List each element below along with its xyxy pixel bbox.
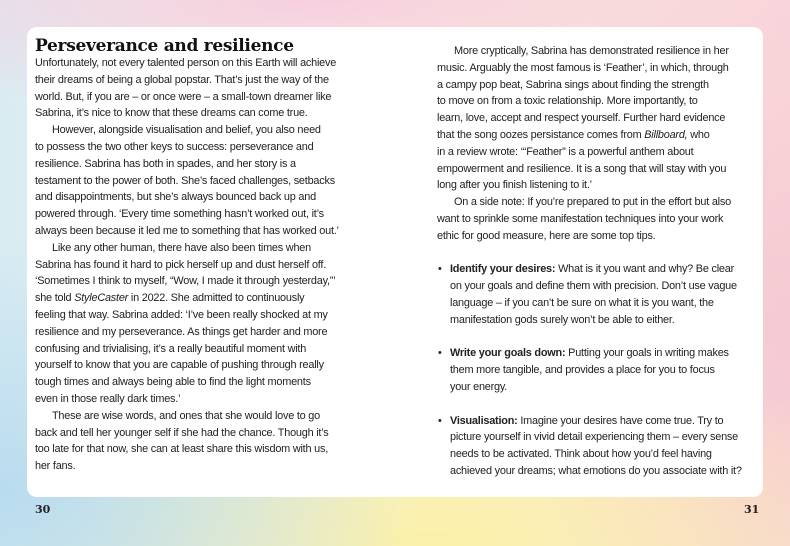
publication-name: StyleCaster <box>74 292 129 305</box>
text-line: manifestation gods surely won’t be able to either. <box>450 313 675 326</box>
paragraph <box>35 55 385 122</box>
paragraph <box>35 122 385 240</box>
text-segment: Putting your goals in writing makes <box>565 347 729 360</box>
bullet-heading: Write your goals down: <box>450 347 566 360</box>
text-line: More cryptically, Sabrina has demonstrated resilience in her <box>454 45 729 57</box>
text-line: yourself to know that you are capable of pushing through really <box>35 359 324 372</box>
text-line: a campy pop beat, Sabrina sings about finding the strength <box>437 78 709 91</box>
text-line: achieved your dreams; what emotions do you associate with it? <box>450 464 742 477</box>
text-line: back and tell her younger self if she had the chance. Though it’s <box>35 426 329 439</box>
text-line: Sabrina, it’s nice to know that these dreams can come true. <box>35 107 308 120</box>
text-line: ‘Sometimes I think to myself, “Wow, I made it through yesterday,”’ <box>35 275 336 288</box>
paragraph <box>437 194 767 244</box>
text-line: feeling that way. Sabrina added: ‘I’ve been really shocked at my <box>35 308 328 321</box>
text-line: world. But, if you are – or once were – a small-town dreamer like <box>35 90 332 103</box>
page-number-right: 31 <box>744 503 760 516</box>
text-line <box>450 261 767 278</box>
text-line: Unfortunately, not every talented person on this Earth will achieve <box>35 57 337 69</box>
text-line: empowerment and resilience. It is a song that will stay with you <box>437 162 727 175</box>
text-line: her fans. <box>35 460 76 473</box>
text-line: to possess the two other keys to success: perseverance and <box>35 140 314 153</box>
text-line: language – if you can’t be sure on what it is you want, the <box>450 296 714 309</box>
paragraph <box>35 408 385 475</box>
text-line: tough times and always being able to find the light moments <box>35 376 311 389</box>
text-line: music. Arguably the most famous is ‘Feather’, in which, through <box>437 61 729 74</box>
text-line <box>437 127 767 144</box>
text-line <box>450 345 767 362</box>
right-page-body <box>437 43 767 497</box>
text-segment: she told <box>35 292 75 305</box>
text-line: On a side note: If you’re prepared to put in the effort but also <box>454 196 731 209</box>
text-line: always been because it led me to something that has worked out.’ <box>35 224 339 237</box>
text-line: resilience. Sabrina has both in spades, and her story is a <box>35 157 296 170</box>
text-line: and disappointments, but she’s always bounced back up and <box>35 191 316 204</box>
page-number-left: 30 <box>35 503 51 516</box>
text-segment: in 2022. She admitted to continuously <box>128 292 305 305</box>
text-line <box>450 413 767 430</box>
text-segment: Imagine your desires have come true. Try to <box>517 414 724 427</box>
text-segment: that the song oozes persistance comes from <box>437 128 645 141</box>
text-line: ethic for good measure, here are some top tips. <box>437 229 656 242</box>
text-line: powered through. ‘Every time something hasn’t worked out, it’s <box>35 208 324 221</box>
text-line: your energy. <box>450 380 508 393</box>
text-segment: What is it you want and why? Be clear <box>555 263 734 276</box>
text-line: even in those really dark times.’ <box>35 392 181 405</box>
text-line: their dreams of being a global popstar. That’s just the way of the <box>35 73 329 86</box>
text-line: resilience and my perseverance. As things get harder and more <box>35 325 328 338</box>
text-line: Sabrina has found it hard to pick herself up and dust herself off. <box>35 258 327 271</box>
tip-list-item <box>437 413 767 480</box>
text-line: These are wise words, and ones that she would love to go <box>52 409 320 422</box>
text-line: on your goals and define them with precision. Don’t use vague <box>450 280 737 293</box>
text-line: However, alongside visualisation and belief, you also need <box>52 124 321 137</box>
section-title: Perseverance and resilience <box>35 36 294 56</box>
text-line: confusing and trivialising, it’s a really beautiful moment with <box>35 342 307 355</box>
paragraph <box>437 43 767 194</box>
text-line: to move on from a toxic relationship. More importantly, to <box>437 95 698 108</box>
text-line: in a review wrote: ‘“Feather” is a powerful anthem about <box>437 145 694 158</box>
text-line: learn, love, accept and respect yourself. Further hard evidence <box>437 112 726 125</box>
text-segment: who <box>687 128 710 141</box>
tip-list-item <box>437 261 767 328</box>
text-line: testament to the power of both. She’s faced challenges, setbacks <box>35 174 335 187</box>
bullet-heading: Visualisation: <box>450 414 518 427</box>
text-line: too late for that now, she can at least share this wisdom with us, <box>35 443 328 456</box>
text-line: long after you finish listening to it.’ <box>437 179 592 192</box>
text-line: want to sprinkle some manifestation techniques into your work <box>437 212 724 225</box>
left-page-body <box>35 55 385 475</box>
text-line: picture yourself in vivid detail experiencing them – every sense <box>450 431 738 444</box>
tips-list <box>437 261 767 479</box>
bullet-heading: Identify your desires: <box>450 263 556 276</box>
tip-list-item <box>437 345 767 395</box>
text-line <box>35 290 385 307</box>
text-line: needs to be activated. Think about how you’d feel having <box>450 448 712 461</box>
publication-name: Billboard, <box>644 128 688 141</box>
paragraph <box>35 240 385 408</box>
text-line: Like any other human, there have also been times when <box>52 241 311 254</box>
text-line: them more tangible, and provides a place for you to focus <box>450 364 715 377</box>
